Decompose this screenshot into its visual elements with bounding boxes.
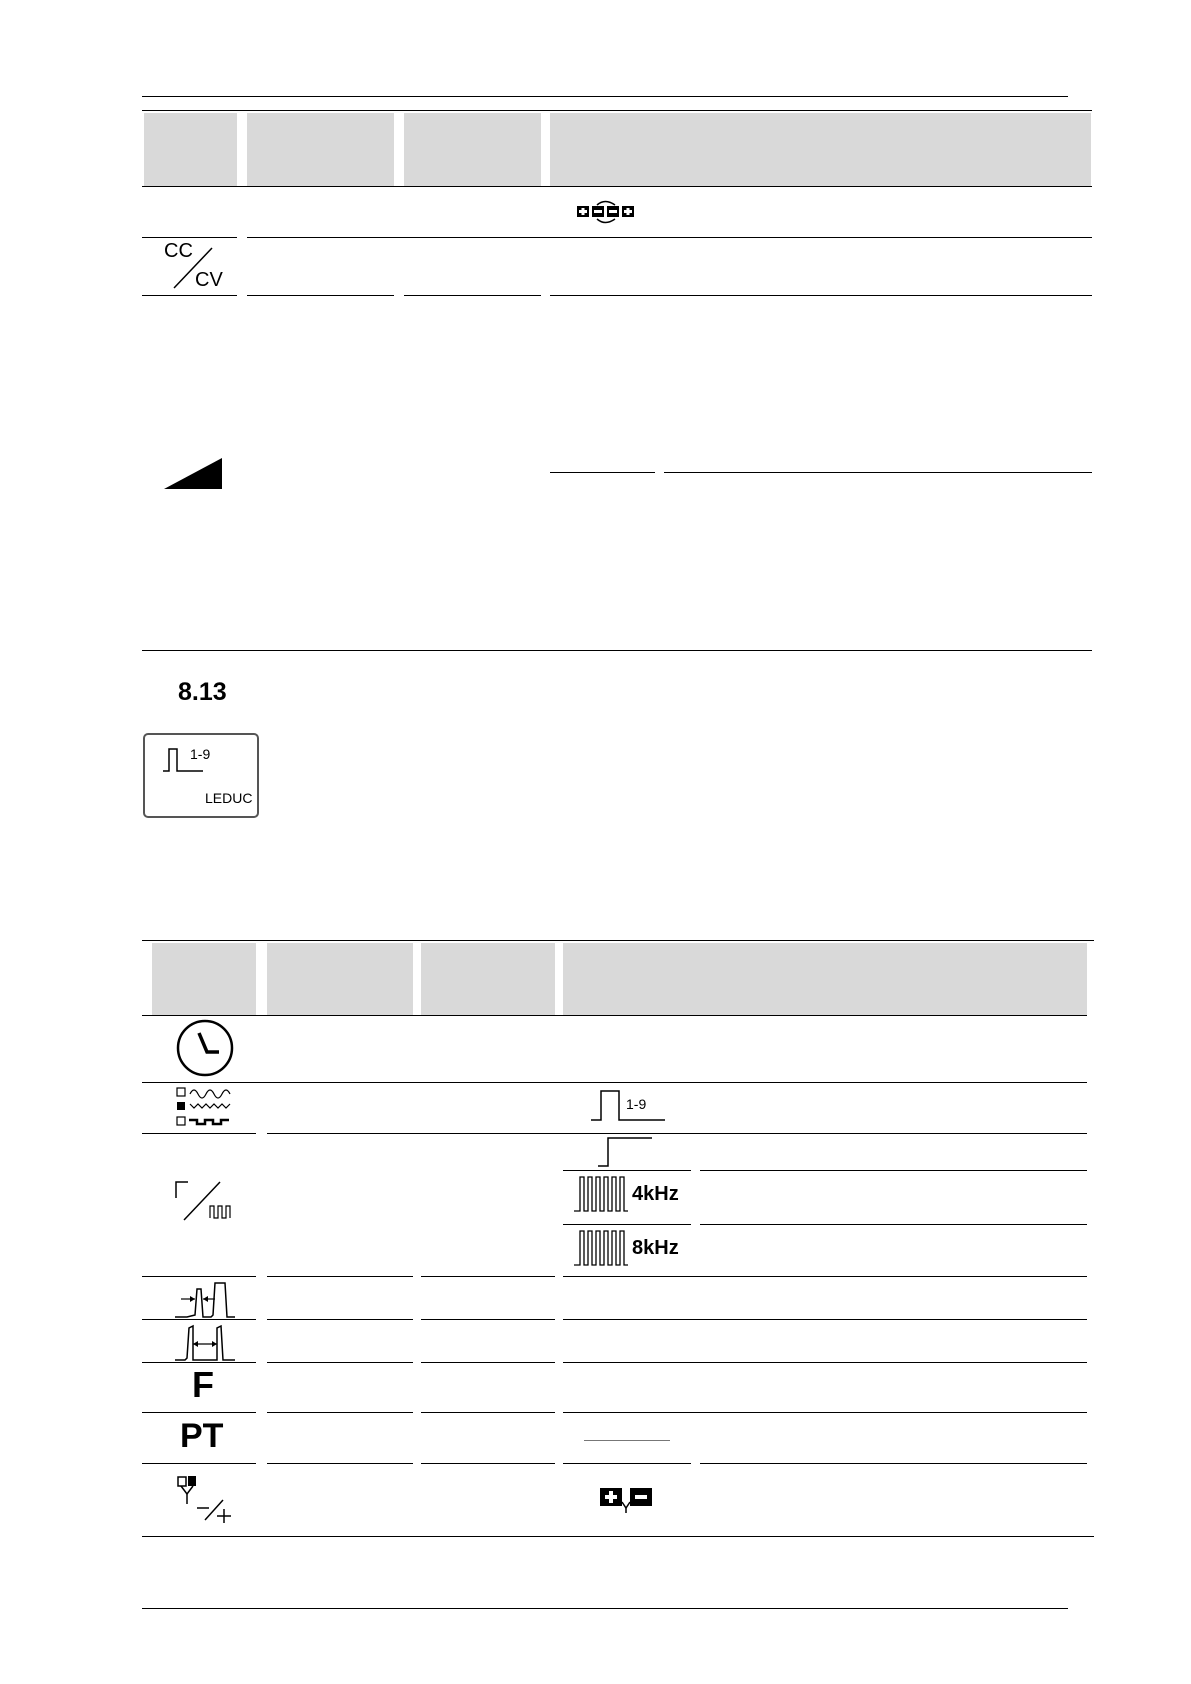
table2-row7-rule-b (267, 1463, 413, 1464)
f-label: F (192, 1364, 214, 1405)
table1-header-rule (142, 186, 1092, 187)
table2-bottom-rule (142, 1536, 1094, 1537)
torch-polarity-icon (175, 1474, 237, 1524)
step-pulse-icon (591, 1088, 665, 1124)
table2-sub-rule-1b (700, 1170, 1087, 1171)
table1-row2-rule-a (142, 295, 237, 296)
table1-sub-rule-b (664, 472, 1092, 473)
page-header-rule (142, 96, 1068, 97)
polarity-cycle-icon (575, 200, 637, 228)
table2-row7-rule-e (700, 1463, 1087, 1464)
clock-icon (175, 1018, 235, 1078)
table1-header-cell-3 (404, 113, 541, 186)
table2-header-cell-2 (267, 943, 413, 1015)
freq-8-label: 8kHz (632, 1237, 679, 1259)
leduc-button-image (143, 733, 259, 818)
freq-4-label: 4kHz (632, 1183, 679, 1205)
page-footer-rule (142, 1608, 1068, 1609)
table2-pt-underline (584, 1440, 670, 1441)
table2-row5-rule-c (421, 1362, 555, 1363)
table2-row4-rule-d (563, 1319, 1087, 1320)
table2-sub-rule-2b (700, 1224, 1087, 1225)
button-caption: LEDUC (205, 790, 253, 806)
table2-row2-rule-a (142, 1133, 256, 1134)
table1-row2-rule-d (550, 295, 1092, 296)
table2-row4-rule-c (421, 1319, 555, 1320)
table2-row3-rule-b (267, 1276, 413, 1277)
table2-row6-rule-a (142, 1412, 256, 1413)
table1-bottom-rule (142, 650, 1092, 651)
table2-row1-rule (142, 1082, 1087, 1083)
hf-8khz-icon (574, 1228, 684, 1268)
wave-select-icon (175, 1086, 235, 1128)
table2-row4-rule-a (142, 1319, 256, 1320)
table1-row2-rule-b (247, 295, 394, 296)
table1-row2-rule-c (404, 295, 541, 296)
table1-row1-rule-a (142, 237, 237, 238)
cc-cv-icon (160, 240, 226, 292)
table2-header-rule (142, 1015, 1087, 1016)
table1-top-rule (142, 110, 1092, 111)
table2-row5-rule-a (142, 1362, 256, 1363)
table2-row6-rule-c (421, 1412, 555, 1413)
table2-top-rule (142, 940, 1094, 941)
table2-row7-rule-a (142, 1463, 256, 1464)
wide-pulse-icon (175, 1322, 235, 1362)
table1-header-cell-4 (550, 113, 1091, 186)
table2-row4-rule-b (267, 1319, 413, 1320)
table2-row6-rule-d (563, 1412, 1087, 1413)
narrow-pulse-icon (175, 1279, 235, 1319)
cv-label: CV (195, 269, 223, 291)
table2-row3-rule-d (563, 1276, 1087, 1277)
table1-sub-rule-a (550, 472, 655, 473)
polarity-plus-minus-icon (598, 1484, 656, 1514)
table1-row1-rule-b (247, 237, 1092, 238)
table2-row7-rule-c (421, 1463, 555, 1464)
table2-sub-rule-1a (563, 1170, 691, 1171)
table2-header-cell-4 (563, 943, 1087, 1015)
table2-row6-rule-b (267, 1412, 413, 1413)
section-number: 8.13 (178, 678, 227, 706)
table2-sub-rule-2a (563, 1224, 691, 1225)
pulse-range-label: 1-9 (626, 1096, 647, 1112)
hf-4khz-icon (574, 1174, 684, 1214)
table1-header-cell-1 (144, 113, 237, 186)
button-range-label: 1-9 (190, 746, 211, 762)
table2-row7-rule-d (563, 1463, 691, 1464)
slope-triangle-icon (162, 456, 224, 490)
table1-header-cell-2 (247, 113, 394, 186)
step-icon (598, 1134, 654, 1170)
table2-row5-rule-d (563, 1362, 1087, 1363)
table2-row3-rule-c (421, 1276, 555, 1277)
step-hf-icon (172, 1178, 236, 1224)
table2-header-cell-3 (421, 943, 555, 1015)
table2-row3-rule-a (142, 1276, 256, 1277)
table2-row2-rule-b (267, 1133, 1087, 1134)
table2-row5-rule-b (267, 1362, 413, 1363)
cc-label: CC (164, 240, 193, 262)
table2-header-cell-1 (152, 943, 256, 1015)
pt-label: PT (180, 1417, 224, 1455)
